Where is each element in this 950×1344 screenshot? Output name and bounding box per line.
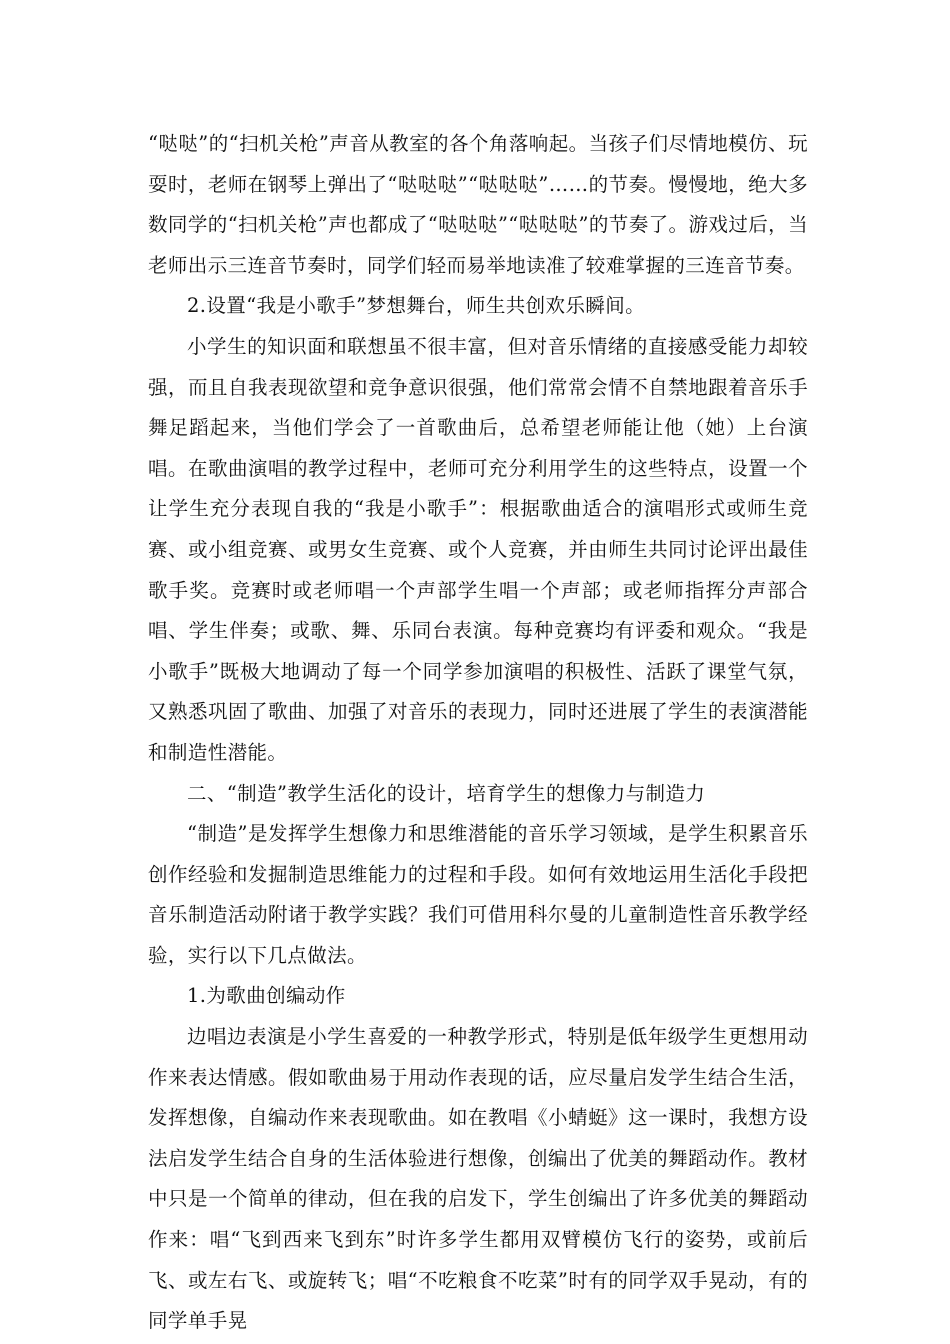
- section-heading-1: 1.为歌曲创编动作: [187, 984, 346, 1008]
- paragraph-creation-intro: “制造”是发挥学生想像力和思维潜能的音乐学习领域，是学生积累音乐创作经验和发掘制造思维能力的过程和手段。如何有效地运用生活化手段把音乐制造活动附诸于教学实践？我们可借用科尔曼的儿童制造性音乐教学经验，实行以下几点做法。: [148, 822, 808, 967]
- paragraph-singer-stage: 小学生的知识面和联想虽不很丰富，但对音乐情绪的直接感受能力却较强，而且自我表现欲望和竞争意识很强，他们常常会情不自禁地跟着音乐手舞足蹈起来，当他们学会了一首歌曲后，总希望老师能让他（她）上台演唱。在歌曲演唱的教学过程中，老师可充分利用学生的这些特点，设置一个让学生充分表现自我的“我是小歌手”：根据歌曲适合的演唱形式或师生竞赛、或小组竞赛、或男女生竞赛、或个人竞赛，并由师生共同讨论评出最佳歌手奖。竞赛时或老师唱一个声部学生唱一个声部；或老师指挥分声部合唱、学生伴奏；或歌、舞、乐同台表演。每种竞赛均有评委和观众。“我是小歌手”既极大地调动了每一个同学参加演唱的积极性、活跃了课堂气氛，又熟悉巩固了歌曲、加强了对音乐的表现力，同时还进展了学生的表演潜能和制造性潜能。: [148, 334, 808, 764]
- section-heading-2: 2.设置“我是小歌手”梦想舞台，师生共创欢乐瞬间。: [187, 294, 646, 318]
- chapter-heading-creation: 二、“制造”教学生活化的设计，培育学生的想像力与制造力: [187, 781, 706, 805]
- paragraph-dance-moves: 边唱边表演是小学生喜爱的一种教学形式，特别是低年级学生更想用动作来表达情感。假如歌曲易于用动作表现的话，应尽量启发学生结合生活，发挥想像，自编动作来表现歌曲。如在教唱《小蜻蜓》这一课时，我想方设法启发学生结合自身的生活体验进行想像，创编出了优美的舞蹈动作。教材中只是一个简单的律动，但在我的启发下，学生创编出了许多优美的舞蹈动作来：唱“飞到西来飞到东”时许多学生都用双臂模仿飞行的姿势，或前后飞、或左右飞、或旋转飞；唱“不吃粮食不吃菜”时有的同学双手晃动，有的同学单手晃: [148, 1025, 808, 1333]
- document-body: [148, 124, 808, 1342]
- paragraph-continued: “哒哒”的“扫机关枪”声音从教室的各个角落响起。当孩子们尽情地模仿、玩耍时，老师在钢琴上弹出了“哒哒哒”“哒哒哒”……的节奏。慢慢地，绝大多数同学的“扫机关枪”声也都成了“哒哒哒”“哒哒哒”的节奏了。游戏过后，当老师出示三连音节奏时，同学们轻而易举地读准了较难掌握的三连音节奏。: [148, 132, 808, 277]
